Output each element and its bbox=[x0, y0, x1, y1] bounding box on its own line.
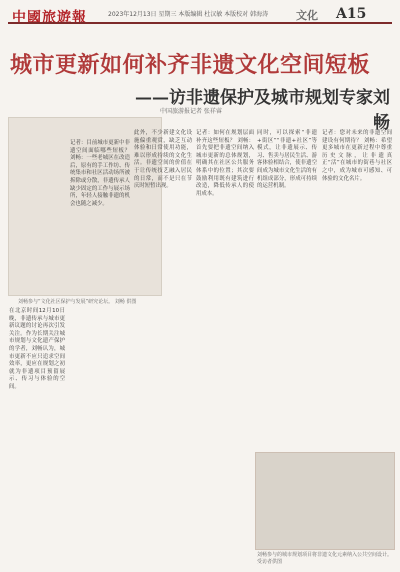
article-headline: 城市更新如何补齐非遗文化空间短板 bbox=[10, 52, 371, 78]
article-column-4: 记者：如何在规划层面补齐这些短板？ 刘畅：首先要把非遗空间纳入城市更新的总体规划，明确其在社区公共服务体系中的位置；其次要鼓励利用既有建筑进行改造，降低传承人的使用成本。 bbox=[196, 130, 254, 197]
article-column-6: 记者：您对未来的非遗空间建设有何期待？ 刘畅：希望更多城市在更新过程中尊重历史文脉，让非遗真正“活”在城市的街巷与社区之中，成为城市可感知、可体验的文化名片。 bbox=[322, 130, 392, 182]
section-label: 文化 bbox=[296, 9, 318, 22]
secondary-photo bbox=[255, 452, 395, 550]
article-column-1: 在北京时间12月10日晚，非遗传承与城市更新议题的讨论再次引发关注。作为长期关注城市规划与文化遗产保护的学者，刘畅认为，城市更新不应只追求空间效率，更应在规划之初就为非遗项目预留展示、传习与体验的空间。 bbox=[9, 308, 65, 390]
masthead bbox=[8, 5, 392, 45]
article-subhead: ——访非遗保护及城市规划专家刘畅 bbox=[135, 88, 390, 133]
article-column-5: 同时，可以探索“非遗+街区”“非遗+社区”等模式，让非遗展示、传习、售卖与居民生活、游客体验相结合，使非遗空间成为城市文化生活的有机组成部分，形成可持续的运营机制。 bbox=[257, 130, 317, 190]
header-rule bbox=[8, 22, 392, 24]
date-line: 2023年12月13日 星期三 本版编辑 杜汉敏 本版校对 韩海涛 bbox=[108, 11, 269, 18]
newspaper-logo: 中國旅遊報 bbox=[12, 10, 87, 26]
article-column-3: 此外，不少新建文化设施偏重观赏，缺乏互动体验和日常使用功能，难以形成持续的文化生活。非遗空间的价值在于让传统技艺融入居民的日常，而不是只在节庆时短暂出现。 bbox=[134, 130, 192, 190]
secondary-photo-caption: 刘畅参与的城市规划项目将非遗文化元素纳入公共空间设计。 受访者供图 bbox=[257, 552, 393, 565]
article-column-2: 记者：目前城市更新中非遗空间面临哪些短板？ 刘畅：一些老城区在改造后，原有的手工作坊、传统集市和社区活动场所被拆除或分散，非遗传承人缺少固定的工作与展示场所，年轻人接触非遗的机会也随之减少。 bbox=[70, 140, 130, 207]
main-photo-caption: 刘畅参与“文化社区保护与发展”研究论坛。 刘畅 供图 bbox=[18, 299, 137, 305]
page-number: A15 bbox=[336, 6, 367, 22]
article-byline: 中国旅游报记者 张祥睿 bbox=[160, 108, 222, 115]
